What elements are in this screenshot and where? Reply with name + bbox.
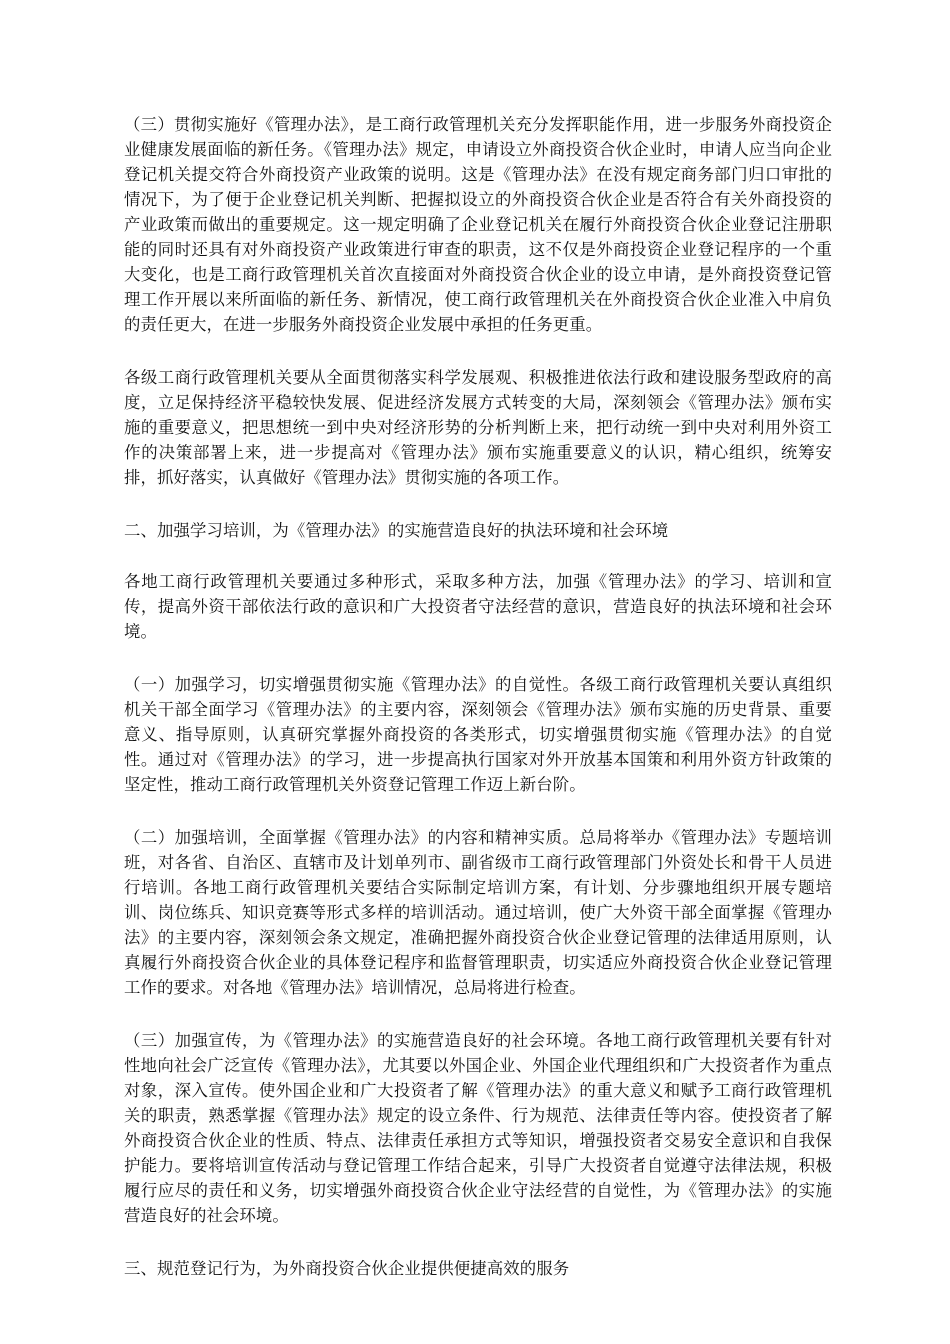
paragraph-study-training-overview: 各地工商行政管理机关要通过多种形式，采取多种方法，加强《管理办法》的学习、培训和宣传，提高外资干部依法行政的意识和广大投资者守法经营的意识，营造良好的执法环境和社会环境。 [124,572,832,641]
paragraph-implementation-significance: （三）贯彻实施好《管理办法》，是工商行政管理机关充分发挥职能作用，进一步服务外商投资企业健康发展面临的新任务。《管理办法》规定，申请设立外商投资合伙企业时，申请人应当向企业登记机关提交符合外商投资产业政策的说明。这是《管理办法》在没有规定商务部门归口审批的情况下，为了便于企业登记机关判断、把握拟设立的外商投资合伙企业是否符合有关外商投资的产业政策而做出的重要规定。这一规定明确了企业登记机关在履行外商投资合伙企业登记注册职能的同时还具有对外商投资产业政策进行审查的职责，这不仅是外商投资企业登记程序的一个重大变化，也是工商行政管理机关首次直接面对外商投资合伙企业的设立申请，是外商投资登记管理工作开展以来所面临的新任务、新情况，使工商行政管理机关在外商投资合伙企业准入中肩负的责任更大，在进一步服务外商投资企业发展中承担的任务更重。 [124,115,832,334]
paragraph-strengthen-training: （二）加强培训，全面掌握《管理办法》的内容和精神实质。总局将举办《管理办法》专题培训班，对各省、自治区、直辖市及计划单列市、副省级市工商行政管理部门外资处长和骨干人员进行培训。各地工商行政管理机关要结合实际制定培训方案，有计划、分步骤地组织开展专题培训、岗位练兵、知识竞赛等形式多样的培训活动。通过培训，使广大外资干部全面掌握《管理办法》的主要内容，深刻领会条文规定，准确把握外商投资合伙企业登记管理的法律适用原则，认真履行外商投资合伙企业的具体登记程序和监督管理职责，切实适应外商投资合伙企业登记管理工作的要求。对各地《管理办法》培训情况，总局将进行检查。 [124,828,832,997]
section-heading-study-training: 二、加强学习培训，为《管理办法》的实施营造良好的执法环境和社会环境 [124,521,669,540]
paragraph-strengthen-publicity: （三）加强宣传，为《管理办法》的实施营造良好的社会环境。各地工商行政管理机关要有针对性地向社会广泛宣传《管理办法》，尤其要以外国企业、外国企业代理组织和广大投资者作为重点对象，深入宣传。使外国企业和广大投资者了解《管理办法》的重大意义和赋予工商行政管理机关的职责，熟悉掌握《管理办法》规定的设立条件、行为规范、法律责任等内容。使投资者了解外商投资合伙企业的性质、特点、法律责任承担方式等知识，增强投资者交易安全意识和自我保护能力。要将培训宣传活动与登记管理工作结合起来，引导广大投资者自觉遵守法律法规，积极履行应尽的责任和义务，切实增强外商投资合伙企业守法经营的自觉性，为《管理办法》的实施营造良好的社会环境。 [124,1031,832,1225]
document-page [124,112,832,1307]
paragraph-all-levels-requirement: 各级工商行政管理机关要从全面贯彻落实科学发展观、积极推进依法行政和建设服务型政府的高度，立足保持经济平稳较快发展、促进经济发展方式转变的大局，深刻领会《管理办法》颁布实施的重要意义，把思想统一到中央对经济形势的分析判断上来，把行动统一到中央对利用外资工作的决策部署上来，进一步提高对《管理办法》颁布实施重要意义的认识，精心组织，统筹安排，抓好落实，认真做好《管理办法》贯彻实施的各项工作。 [124,368,832,487]
section-heading-standardize-registration: 三、规范登记行为，为外商投资合伙企业提供便捷高效的服务 [124,1259,570,1278]
paragraph-strengthen-study: （一）加强学习，切实增强贯彻实施《管理办法》的自觉性。各级工商行政管理机关要认真组织机关干部全面学习《管理办法》的主要内容，深刻领会《管理办法》颁布实施的历史背景、重要意义、指导原则，认真研究掌握外商投资的各类形式，切实增强贯彻实施《管理办法》的自觉性。通过对《管理办法》的学习，进一步提高执行国家对外开放基本国策和利用外资方针政策的坚定性，推动工商行政管理机关外资登记管理工作迈上新台阶。 [124,675,832,794]
